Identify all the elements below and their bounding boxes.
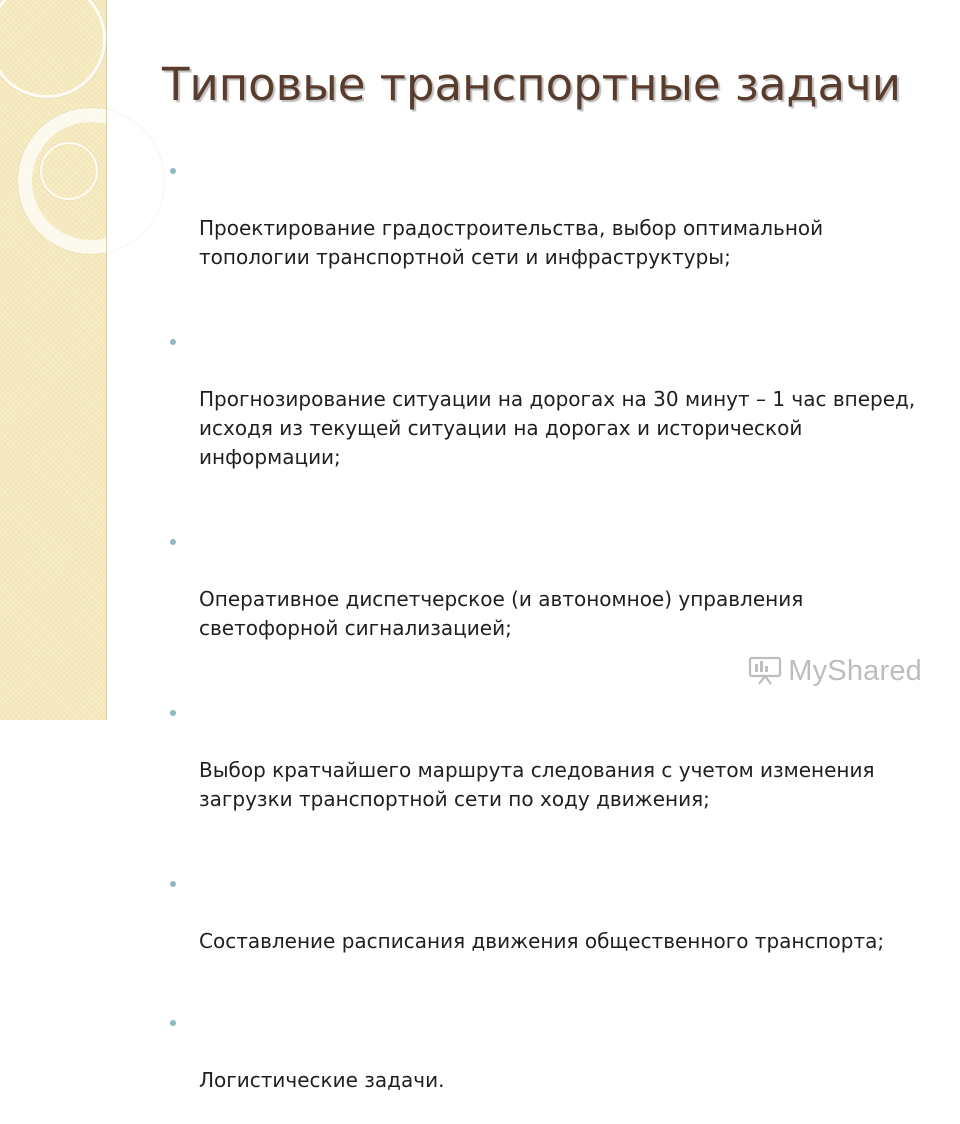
bullet-list — [170, 156, 930, 1124]
watermark-text: MyShared — [788, 654, 922, 687]
slide-title: Типовые транспортные задачи — [162, 58, 901, 111]
bullet-item-signal-control — [170, 527, 930, 672]
bullet-text-logistics: Логистические задачи. — [199, 1068, 445, 1092]
bullet-item-schedule — [170, 869, 930, 985]
bullet-dot — [170, 881, 176, 887]
left-decorative-panel — [0, 0, 106, 720]
bullet-dot — [170, 339, 176, 345]
bullet-item-design — [170, 156, 930, 301]
bullet-text-signal-control: Оперативное диспетчерское (и автономное) управления светофорной сигнализацией; — [199, 587, 804, 640]
bullet-dot — [170, 168, 176, 174]
bullet-text-forecast: Прогнозирование ситуации на дорогах на 30 минут – 1 час вперед, исходя из текущей ситуации на дорогах и исторической информации; — [199, 387, 916, 469]
bullet-text-schedule: Составление расписания движения общественного транспорта; — [199, 929, 885, 953]
myshared-watermark — [748, 656, 922, 686]
presentation-logo-icon — [748, 656, 782, 686]
bullet-dot — [170, 710, 176, 716]
bullet-dot — [170, 539, 176, 545]
bullet-text-design: Проектирование градостроительства, выбор оптимальной топологии транспортной сети и инфраструктуры; — [199, 216, 824, 269]
bullet-item-logistics — [170, 1008, 930, 1124]
decorative-circle-top — [0, 0, 106, 98]
decorative-circle-inner — [40, 142, 98, 200]
bullet-item-forecast — [170, 327, 930, 501]
bullet-dot — [170, 1020, 176, 1026]
bullet-text-route-choice: Выбор кратчайшего маршрута следования с учетом изменения загрузки транспортной сети по ходу движения; — [199, 758, 875, 811]
left-panel-divider — [106, 0, 107, 720]
